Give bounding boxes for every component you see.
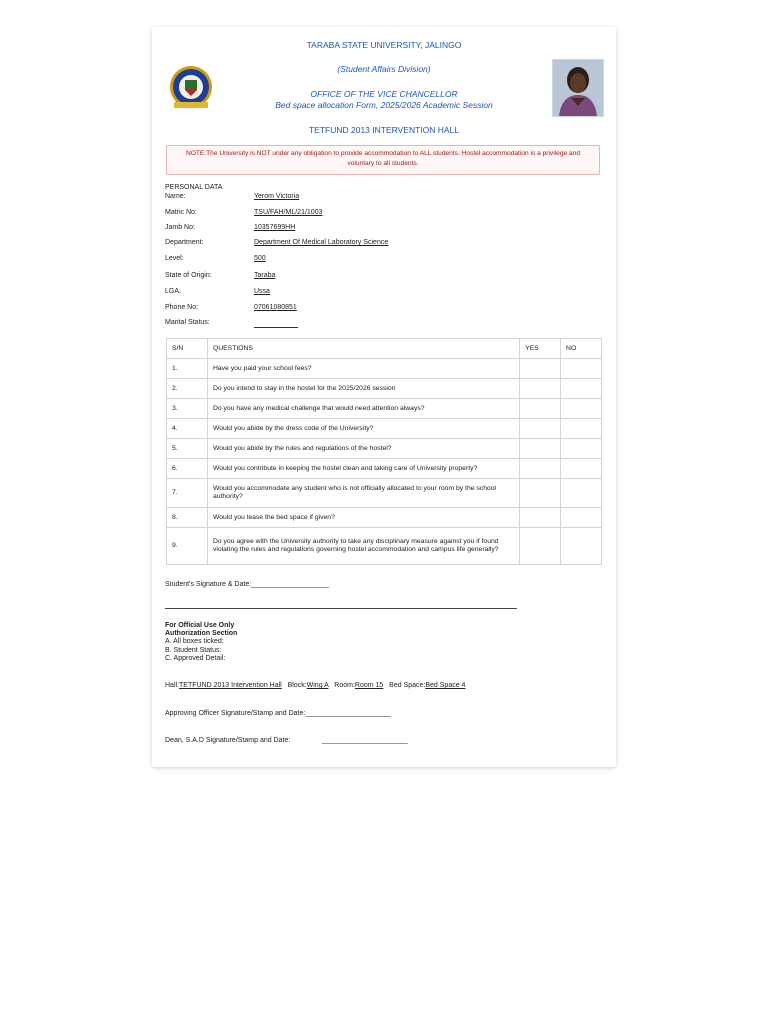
table-row — [167, 399, 602, 419]
section-divider — [165, 608, 517, 609]
yes-cell[interactable] — [520, 508, 561, 528]
field-label: Name: — [165, 193, 186, 200]
field-value: 500 — [254, 255, 266, 262]
table-row — [167, 439, 602, 459]
dean-signature-blank: ______________________ — [322, 737, 408, 744]
form-title: Bed space allocation Form, 2025/2026 Academic Session — [275, 100, 493, 110]
field-label: LGA: — [165, 288, 181, 295]
accommodation-note: NOTE:The University is NOT under any obligation to provide accommodation to ALL students. Hostel accommodation is a privilege and voluntary to all students. — [166, 145, 600, 175]
no-cell[interactable] — [561, 419, 602, 439]
field-value: 10357699HH — [254, 224, 296, 231]
field-value: Taraba — [254, 272, 276, 279]
bed-space-value: Bed Space 4 — [425, 682, 466, 689]
no-cell[interactable] — [561, 459, 602, 479]
no-cell[interactable] — [561, 379, 602, 399]
questions-table — [166, 338, 602, 565]
official-item-a: A. All boxes ticked: — [165, 638, 224, 645]
room-value: Room 15 — [354, 682, 384, 689]
division-title: (Student Affairs Division) — [337, 64, 431, 74]
header-yes: YES — [520, 339, 561, 359]
field-label: State of Origin: — [165, 272, 212, 279]
row-sn: 9. — [167, 528, 208, 565]
official-item-c: C. Approved Detail: — [165, 655, 226, 662]
row-sn: 3. — [167, 399, 208, 419]
field-value: TSU/FAH/ML/21/1003 — [254, 209, 323, 216]
field-label: Phone No: — [165, 304, 199, 311]
table-row — [167, 479, 602, 508]
yes-cell[interactable] — [520, 399, 561, 419]
no-cell[interactable] — [561, 528, 602, 565]
no-cell[interactable] — [561, 399, 602, 419]
no-cell[interactable] — [561, 479, 602, 508]
allocation-line — [165, 682, 465, 689]
student-passport-photo — [552, 59, 604, 117]
student-signature-line: Student's Signature & Date:____________________ — [165, 581, 330, 588]
table-row — [167, 459, 602, 479]
row-question: Would you abide by the dress code of the University? — [207, 419, 519, 439]
yes-cell[interactable] — [520, 419, 561, 439]
yes-cell[interactable] — [520, 439, 561, 459]
university-title: TARABA STATE UNIVERSITY, JALINGO — [306, 40, 462, 50]
block-label: Block: — [287, 682, 307, 689]
hall-title: TETFUND 2013 INTERVENTION HALL — [308, 125, 460, 135]
blank-underline — [254, 327, 298, 328]
block-value: Wing A — [306, 682, 329, 689]
yes-cell[interactable] — [520, 359, 561, 379]
room-label: Room: — [334, 682, 355, 689]
row-question: Would you contribute in keeping the hostel clean and taking care of University property? — [207, 459, 519, 479]
row-question: Would you lease the bed space if given? — [207, 508, 519, 528]
row-sn: 5. — [167, 439, 208, 459]
table-row — [167, 508, 602, 528]
row-question: Would you abide by the rules and regulations of the hostel? — [207, 439, 519, 459]
table-row — [167, 419, 602, 439]
table-row — [167, 528, 602, 565]
personal-data-heading: PERSONAL DATA — [165, 184, 223, 191]
field-label: Marital Status: — [165, 319, 210, 326]
no-cell[interactable] — [561, 439, 602, 459]
hall-label: Hall: — [165, 682, 180, 689]
row-question: Do you intend to stay in the hostel for the 2025/2026 session — [207, 379, 519, 399]
row-sn: 2. — [167, 379, 208, 399]
row-sn: 6. — [167, 459, 208, 479]
no-cell[interactable] — [561, 359, 602, 379]
field-label: Matric No: — [165, 209, 197, 216]
authorization-heading: Authorization Section — [165, 630, 238, 637]
field-value: Yerom Victoria — [254, 193, 300, 200]
yes-cell[interactable] — [520, 379, 561, 399]
field-value: Department Of Medical Laboratory Science — [254, 239, 389, 246]
row-question: Do you agree with the University authority to take any disciplinary measure against you if found violating the rules and regulations governing hostel accommodation and campus life generally? — [207, 528, 519, 565]
official-use-heading: For Official Use Only — [165, 622, 235, 629]
field-label: Jamb No: — [165, 224, 195, 231]
dean-signature-label: Dean, S.A.D Signature/Stamp and Date: — [165, 737, 291, 744]
hall-value: TETFUND 2013 Intervention Hall — [179, 682, 282, 689]
yes-cell[interactable] — [520, 528, 561, 565]
university-crest-logo — [168, 65, 214, 111]
row-question: Do you have any medical challenge that would need attention always? — [207, 399, 519, 419]
row-question: Have you paid your school fees? — [207, 359, 519, 379]
row-sn: 8. — [167, 508, 208, 528]
no-cell[interactable] — [561, 508, 602, 528]
approving-officer-line: Approving Officer Signature/Stamp and Date:______________________ — [165, 710, 391, 717]
field-label: Department: — [165, 239, 204, 246]
header-questions: QUESTIONS — [207, 339, 519, 359]
allocation-form-card — [152, 27, 616, 767]
field-value: Ussa — [254, 288, 270, 295]
header-no: NO — [561, 339, 602, 359]
field-value: 07061080851 — [254, 304, 297, 311]
header-sn: S/N — [167, 339, 208, 359]
row-sn: 1. — [167, 359, 208, 379]
official-item-b: B. Student Status: — [165, 647, 222, 654]
row-sn: 7. — [167, 479, 208, 508]
table-row — [167, 379, 602, 399]
row-question: Would you accommodate any student who is not officially allocated to your room by the school authority? — [207, 479, 519, 508]
field-label: Level: — [165, 255, 184, 262]
bed-space-label: Bed Space: — [389, 682, 426, 689]
table-row — [167, 359, 602, 379]
yes-cell[interactable] — [520, 459, 561, 479]
office-title: OFFICE OF THE VICE CHANCELLOR — [310, 89, 458, 99]
row-sn: 4. — [167, 419, 208, 439]
yes-cell[interactable] — [520, 479, 561, 508]
table-header-row — [167, 339, 602, 359]
